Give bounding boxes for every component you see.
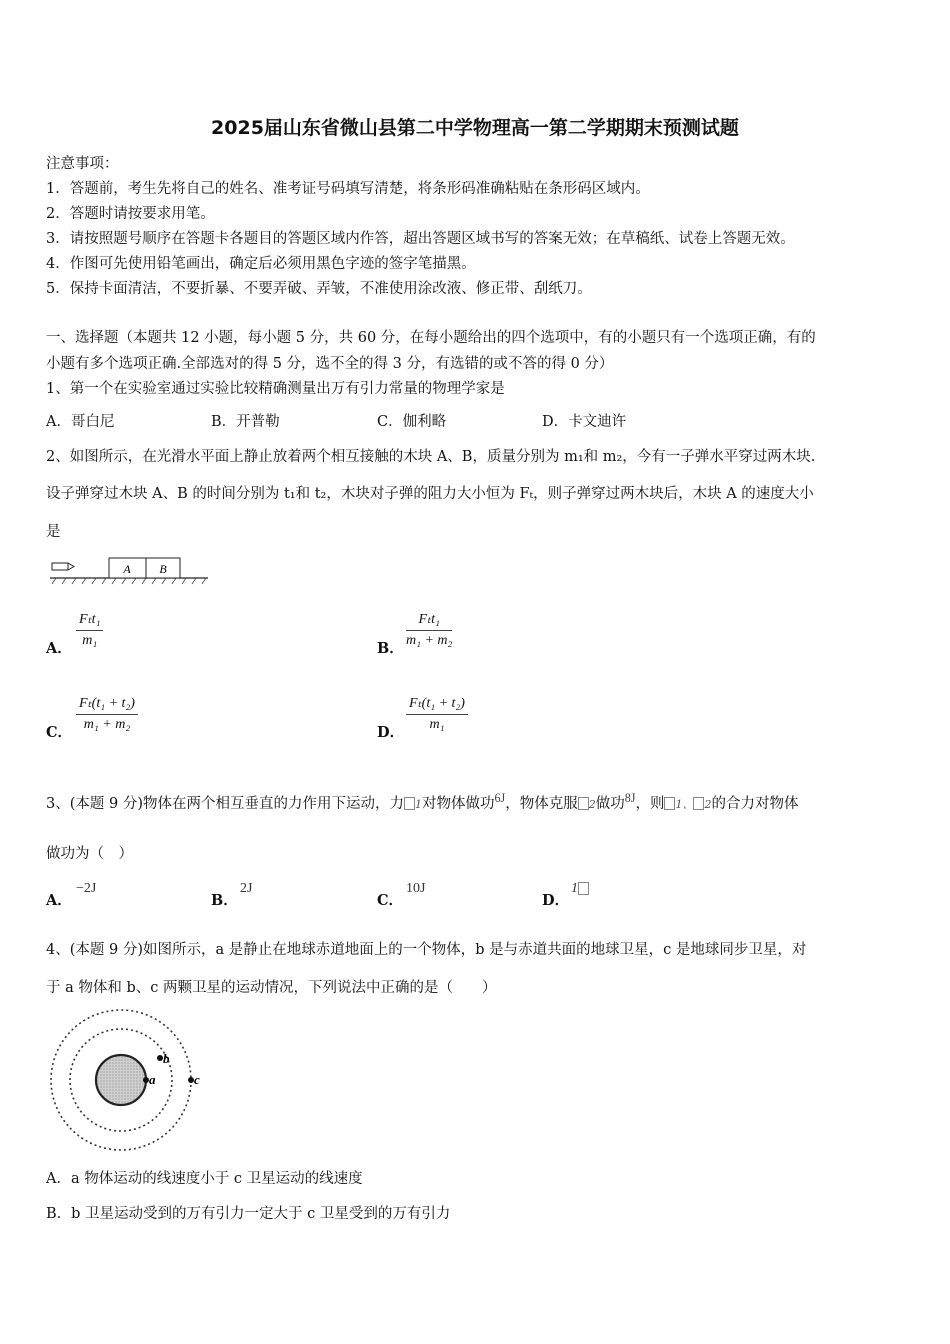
q2-option-a-label: A． xyxy=(46,640,72,657)
question-4-stem: 4、(本题 9 分)如图所示，a 是静止在地球赤道地面上的一个物体，b 是与赤道共面的地球卫星，c 是地球同步卫星，对 xyxy=(46,942,807,958)
question-1-stem: 1、第一个在实验室通过实验比较精确测量出万有引力常量的物理学家是 xyxy=(46,381,505,397)
notice-item: 2．答题时请按要求用笔。 xyxy=(46,206,215,222)
q2-option-b-fraction: Fₜt₁ m₁ + m₂ xyxy=(406,612,453,648)
notice-heading: 注意事项： xyxy=(46,156,119,172)
block-a-label: A xyxy=(123,562,131,576)
placeholder-box-icon xyxy=(404,797,415,810)
q2-option-b-label: B． xyxy=(377,640,404,657)
notice-item: 3．请按照题号顺序在答题卡各题目的答题区域内作答，超出答题区域书写的答案无效；在草稿纸、试卷上答题无效。 xyxy=(46,231,795,247)
placeholder-box-icon xyxy=(664,797,675,810)
q4-option-a: A．a 物体运动的线速度小于 c 卫星运动的线速度 xyxy=(46,1171,363,1187)
placeholder-box-icon xyxy=(578,797,589,810)
orbit-diagram xyxy=(46,1008,206,1158)
q4-option-b: B．b 卫星运动受到的万有引力一定大于 c 卫星受到的万有引力 xyxy=(46,1206,451,1222)
q2-option-c-fraction: $\frac{\text{Fₜ(t₁ + t₂)}}{\text{m₁ + m₂}}$ xyxy=(76,695,138,733)
question-3-stem-cont: 做功为（ ） xyxy=(46,846,133,862)
ground-hatch xyxy=(52,578,206,584)
block-b-label: B xyxy=(159,562,167,576)
bullet-icon xyxy=(52,563,74,570)
question-4-stem-cont: 于 a 物体和 b、c 两颗卫星的运动情况，下列说法中正确的是（ ） xyxy=(46,980,497,996)
q2-option-d-label: D． xyxy=(377,724,405,741)
q1-option-b: B．开普勒 xyxy=(211,414,280,430)
section-heading-cont: 小题有多个选项正确.全部选对的得 5 分，选不全的得 3 分，有选错的或不答的得 0 分） xyxy=(46,356,614,372)
q3-option-b-value: 2J xyxy=(240,881,253,896)
q3-option-a-value: −2J xyxy=(76,881,97,896)
question-2-stem: 2、如图所示，在光滑水平面上静止放着两个相互接触的木块 A、B，质量分别为 m₁和 m₂，今有一子弹水平穿过两木块. xyxy=(46,449,816,465)
q2-option-d-fraction: $\frac{\text{Fₜ(t₁ + t₂)}}{\text{m₁}}$ xyxy=(406,695,468,733)
notice-item: 1．答题前，考生先将自己的姓名、准考证号码填写清楚，将条形码准确粘贴在条形码区域内。 xyxy=(46,181,650,197)
question-2-stem-end: 是 xyxy=(46,524,61,540)
label-c: c xyxy=(194,1072,200,1087)
page-title: 2025届山东省微山县第二中学物理高一第二学期期末预测试题 xyxy=(211,117,739,139)
q1-option-a: A．哥白尼 xyxy=(46,414,115,430)
section-heading: 一、选择题（本题共 12 小题，每小题 5 分，共 60 分，在每小题给出的四个选项中，有的小题只有一个选项正确，有的 xyxy=(46,330,816,346)
label-a: a xyxy=(149,1072,156,1087)
placeholder-box-icon xyxy=(578,882,589,895)
question-3-stem: 3、(本题 9 分)物体在两个相互垂直的力作用下运动，力 1对物体做功$^{6J}$，物体克服 2做功$^{8J}$，则 1、 2的合力对物体 xyxy=(46,791,799,812)
q3-option-d-value: 1 xyxy=(571,881,589,897)
bullet-blocks-figure xyxy=(48,555,213,587)
q3-option-b-label: B． xyxy=(211,892,238,909)
q1-option-c: C．伽利略 xyxy=(377,414,447,430)
question-2-stem-cont: 设子弹穿过木块 A、B 的时间分别为 t₁和 t₂，木块对子弹的阻力大小恒为 Fₜ，则子弹穿过两木块后，木块 A 的速度大小 xyxy=(46,486,814,502)
q3-option-c-label: C． xyxy=(377,892,404,909)
placeholder-box-icon xyxy=(693,797,704,810)
q2-option-c-label: C． xyxy=(46,724,73,741)
notice-item: 4．作图可先使用铅笔画出，确定后必须用黑色字迹的签字笔描黑。 xyxy=(46,256,476,272)
q3-option-a-label: A． xyxy=(46,892,72,909)
label-b: b xyxy=(163,1051,170,1066)
q1-option-d: D．卡文迪许 xyxy=(542,414,627,430)
earth xyxy=(96,1055,146,1105)
q3-option-c-value: 10J xyxy=(406,881,426,896)
q2-option-a-fraction: Fₜt₁ m₁ xyxy=(76,611,103,649)
q3-option-d-label: D． xyxy=(542,892,570,909)
notice-item: 5．保持卡面清洁，不要折暴、不要弄破、弄皱，不准使用涂改液、修正带、刮纸刀。 xyxy=(46,281,592,297)
